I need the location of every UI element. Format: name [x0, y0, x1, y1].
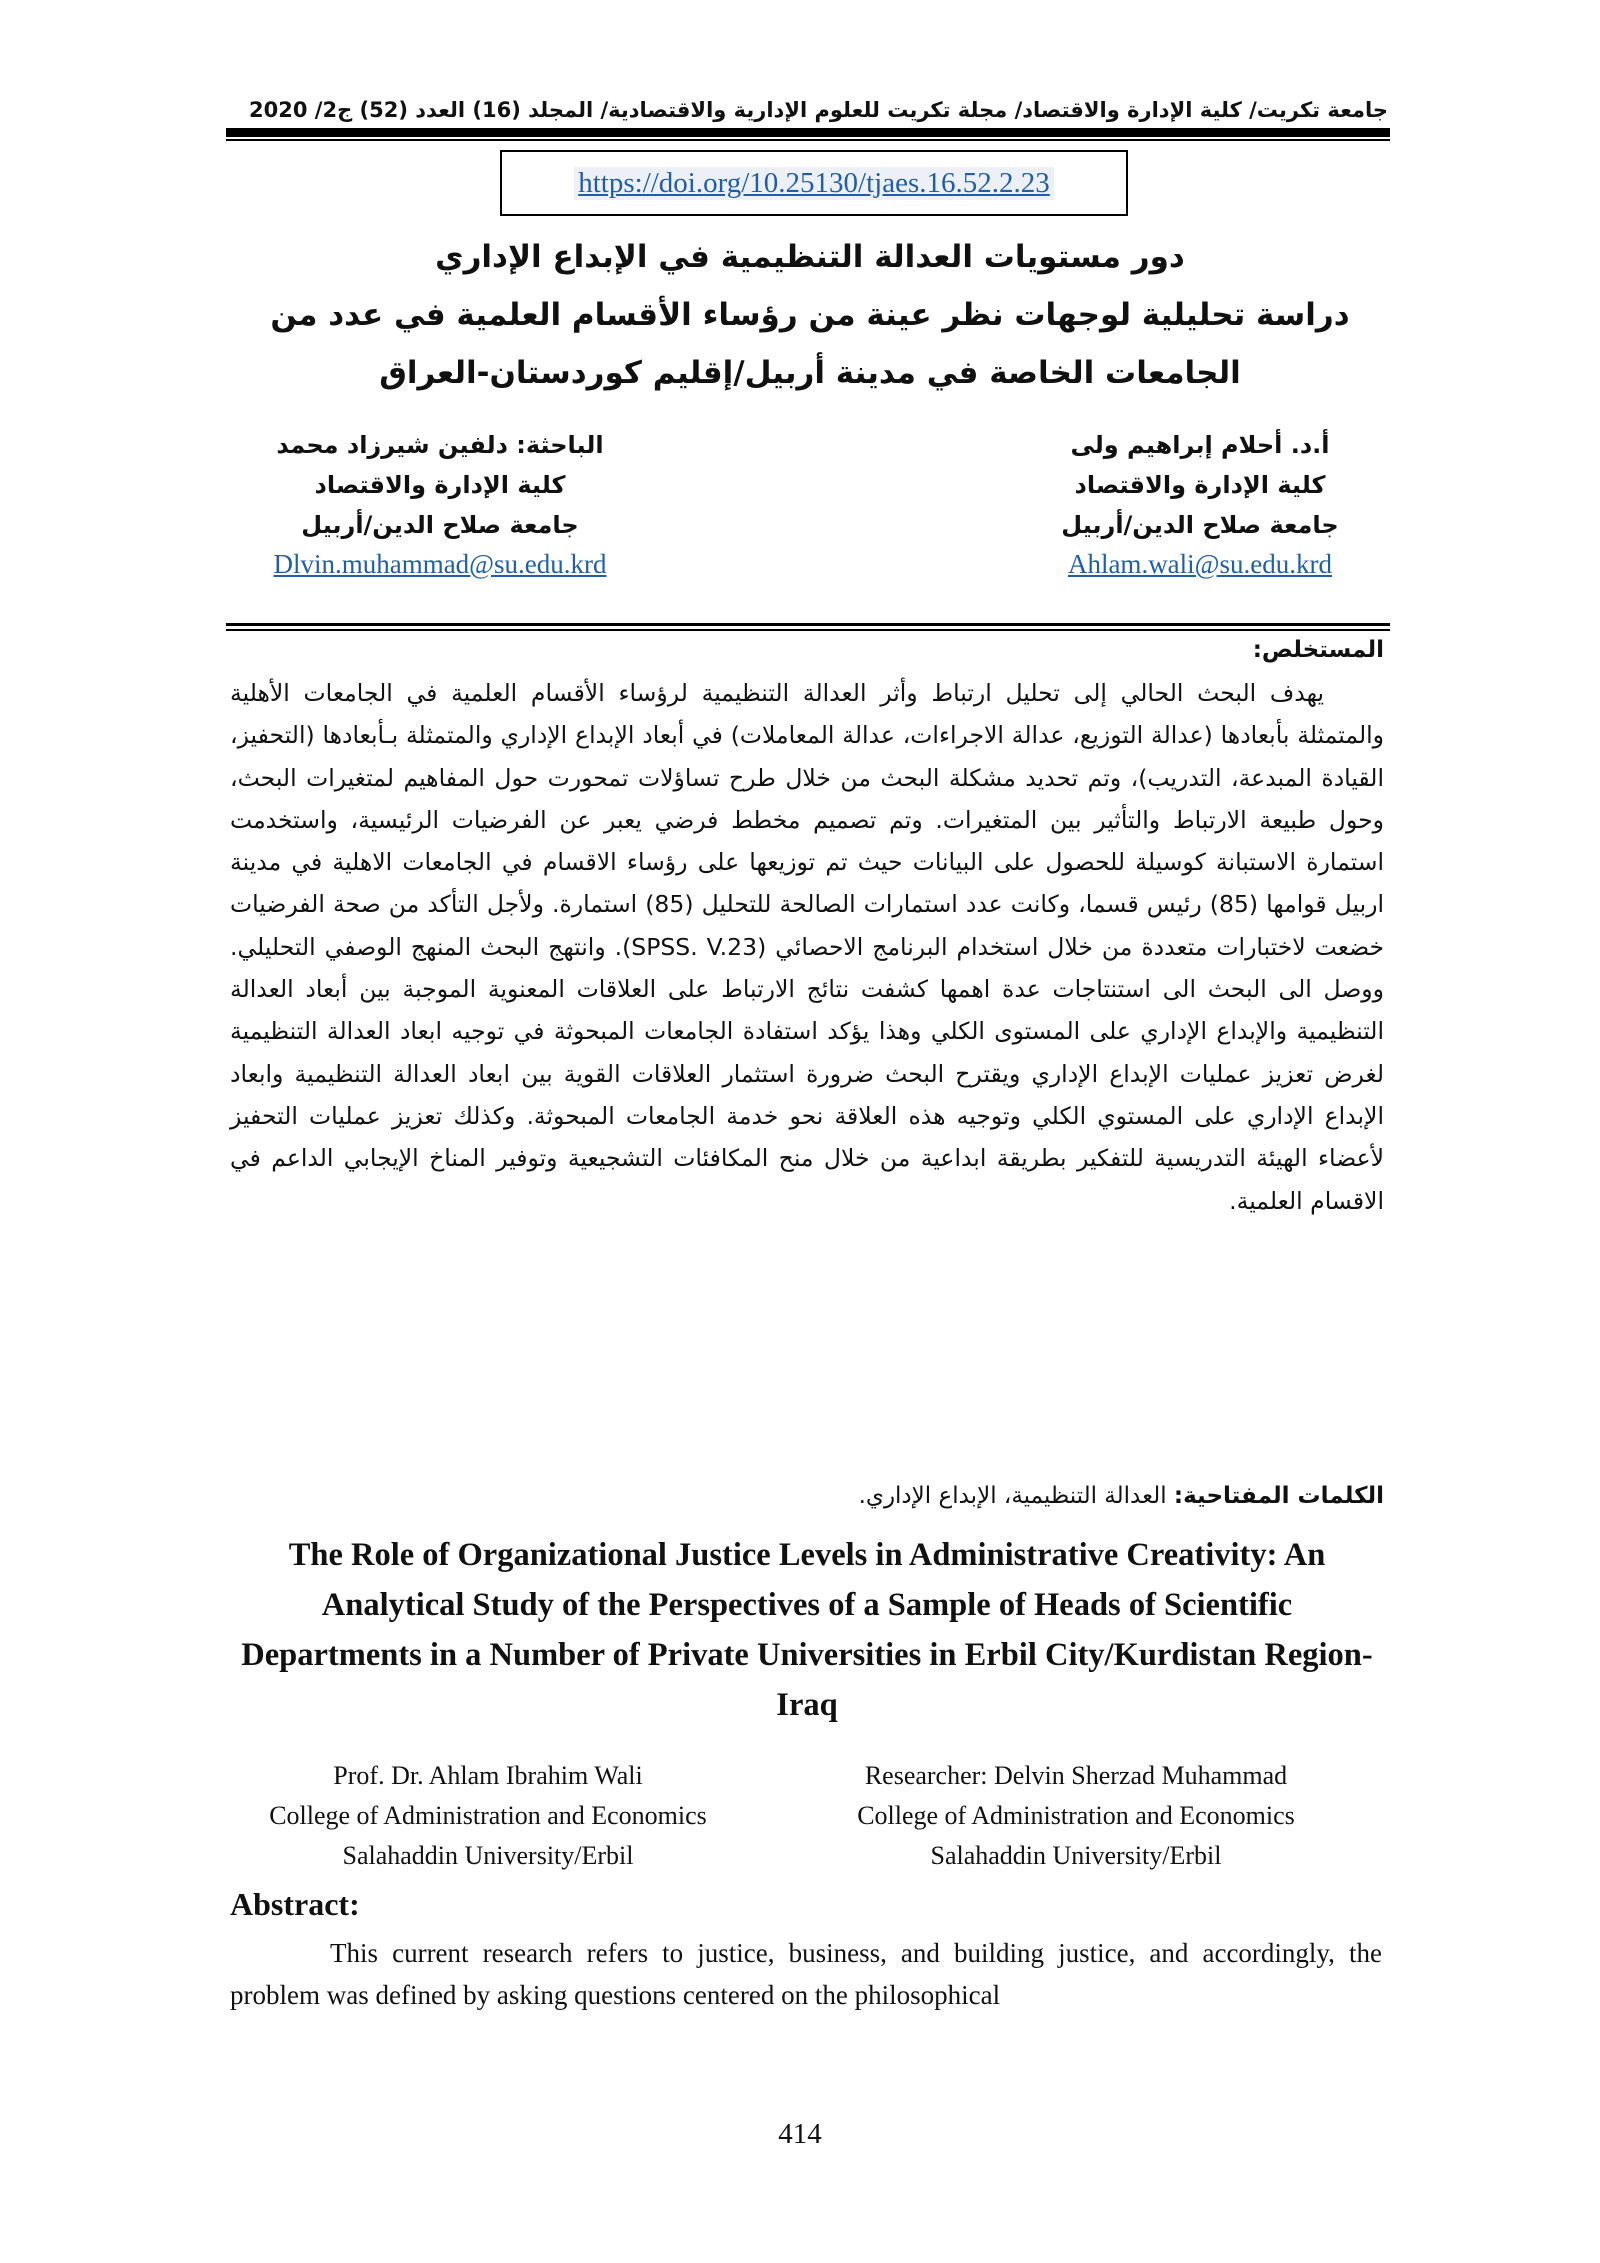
arabic-title-line: الجامعات الخاصة في مدينة أربيل/إقليم كوردستان-العراق: [379, 355, 1241, 391]
english-abstract-body: This current research refers to justice, business, and building justice, and accordingly, the problem was defined by asking questions centered on the philosophical: [230, 1938, 1382, 2010]
english-title: The Role of Organizational Justice Levels in Administrative Creativity: An Analytical Study of the Perspectives of a Sample of Heads of Scientific Departments in a Number of Private Universities in Erbil City/Kurdistan Region-Iraq: [241, 1537, 1373, 1723]
author-university: Salahaddin University/Erbil: [342, 1841, 634, 1870]
section-divider: [226, 623, 1390, 626]
author-name: أ.د. أحلام إبراهيم ولى: [1070, 431, 1330, 459]
keywords-value: العدالة التنظيمية، الإبداع الإداري.: [858, 1483, 1167, 1509]
page-number: 414: [778, 2118, 822, 2150]
author-name: Prof. Dr. Ahlam Ibrahim Wali: [333, 1761, 643, 1790]
author-email-link[interactable]: Dlvin.muhammad@su.edu.krd: [273, 549, 607, 579]
arabic-keywords: [230, 1478, 1384, 1514]
arabic-author-1: [1000, 425, 1400, 585]
author-name: Researcher: Delvin Sherzad Muhammad: [864, 1761, 1288, 1790]
english-abstract-heading: Abstract:: [230, 1886, 360, 1922]
header-rule-thin: [226, 139, 1390, 141]
author-college: College of Administration and Economics: [269, 1801, 707, 1830]
arabic-title-line: دور مستويات العدالة التنظيمية في الإبداع الإداري: [435, 239, 1185, 275]
arabic-abstract-body: يهدف البحث الحالي إلى تحليل ارتباط وأثر العدالة التنظيمية لرؤساء الأقسام العلمية في الجامعات الأهلية والمتمثلة بأبعادها (عدالة التوزيع، عدالة الاجراءات، عدالة المعاملات) في أبعاد الإبداع الإداري والمتمثلة بـأبعادها (التحفيز، القيادة المبدعة، التدريب)، وتم تحديد مشكلة البحث من خلال طرح تساؤلات تمحورت حول المفاهيم لمتغيرات البحث، وحول طبيعة الارتباط والتأثير بين المتغيرات. وتم تصميم مخطط فرضي يعبر عن الفرضيات الرئيسية، واستخدمت استمارة الاستبانة كوسيلة للحصول على البيانات حيث تم توزيعها على رؤساء الاقسام في الجامعات الاهلية في مدينة اربيل قوامها (85) رئيس قسما، وكانت عدد استمارات الصالحة للتحليل (85) استمارة. ولأجل التأكد من صحة الفرضيات خضعت لاختبارات متعددة من خلال استخدام البرنامج الاحصائي (SPSS. V.23). وانتهج البحث المنهج الوصفي التحليلي. ووصل الى البحث الى استنتاجات عدة اهمها كشفت نتائج الارتباط على العلاقات المعنوية الموجبة بين أبعاد العدالة التنظيمية والإبداع الإداري على المستوى الكلي وهذا يؤكد استفادة الجامعات المبحوثة في توجيه ابعاد العدالة التنظيمية لغرض تعزيز عمليات الإبداع الإداري ويقترح البحث ضرورة استثمار العلاقات القوية بين ابعاد العدالة التنظيمية وابعاد الإبداع الإداري على المستوي الكلي وتوجيه هذه العلاقة نحو خدمة الجامعات المبحوثة. وكذلك تعزيز عمليات التحفيز لأعضاء الهيئة التدريسية للتفكير بطريقة ابداعية من خلال منح المكافئات التشجيعية وتوفير المناخ الإيجابي الداعم في الاقسام العلمية.: [230, 679, 1384, 1215]
author-university: جامعة صلاح الدين/أربيل: [1061, 511, 1339, 539]
author-email-link[interactable]: Ahlam.wali@su.edu.krd: [1067, 549, 1333, 579]
author-college: كلية الإدارة والاقتصاد: [314, 471, 566, 499]
arabic-author-2: [240, 425, 640, 585]
english-author-1: [218, 1756, 758, 1876]
english-author-2: [806, 1756, 1346, 1876]
arabic-abstract-heading: المستخلص:: [1252, 637, 1384, 663]
section-divider: [226, 629, 1390, 631]
arabic-title-line: دراسة تحليلية لوجهات نظر عينة من رؤساء الأقسام العلمية في عدد من: [270, 297, 1350, 333]
arabic-title: [260, 228, 1360, 402]
author-name: الباحثة: دلفين شيرزاد محمد: [276, 431, 604, 459]
running-header: جامعة تكريت/ كلية الإدارة والاقتصاد/ مجلة تكريت للعلوم الإدارية والاقتصادية/ المجلد (16) العدد (52) ج2/ 2020: [249, 98, 1388, 122]
author-college: College of Administration and Economics: [857, 1801, 1295, 1830]
header-rule-thick: [226, 128, 1390, 137]
author-college: كلية الإدارة والاقتصاد: [1074, 471, 1326, 499]
author-university: جامعة صلاح الدين/أربيل: [301, 511, 579, 539]
keywords-label: الكلمات المفتاحية:: [1173, 1483, 1384, 1509]
doi-box: [500, 150, 1128, 216]
doi-link[interactable]: https://doi.org/10.25130/tjaes.16.52.2.23: [574, 167, 1054, 200]
author-university: Salahaddin University/Erbil: [930, 1841, 1222, 1870]
